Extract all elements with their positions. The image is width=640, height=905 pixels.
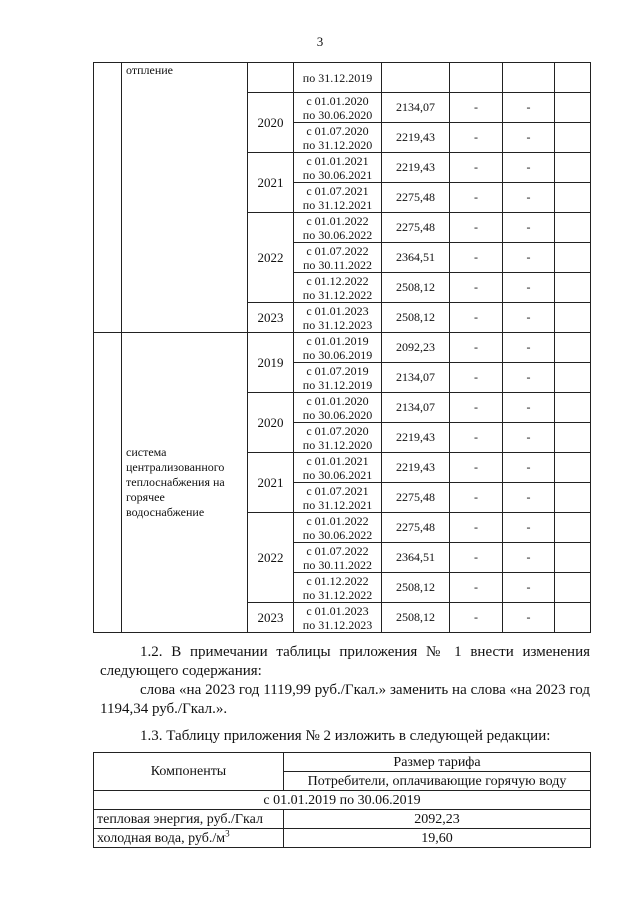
period-from: с 01.01.2021 <box>306 153 369 168</box>
value-cell: - <box>503 243 555 273</box>
period-to: по 30.06.2020 <box>302 407 373 422</box>
empty-cell <box>555 423 591 453</box>
empty-cell <box>555 543 591 573</box>
period-from: с 01.12.2022 <box>306 573 369 588</box>
empty-cell <box>555 93 591 123</box>
price-cell: 2508,12 <box>382 573 450 603</box>
period-to: по 30.06.2022 <box>302 527 373 542</box>
period-from: с 01.01.2023 <box>306 303 369 318</box>
year-cell: 2023 <box>248 603 294 633</box>
period-to: по 30.11.2022 <box>303 557 372 572</box>
value-cell: - <box>503 123 555 153</box>
period-cell <box>294 243 382 273</box>
price-cell: 2219,43 <box>382 423 450 453</box>
period-cell <box>294 183 382 213</box>
period-from: с 01.07.2020 <box>306 123 369 138</box>
header-tariff: Размер тарифа <box>284 753 591 772</box>
year-cell: 2023 <box>248 303 294 333</box>
value-cell: - <box>450 273 503 303</box>
empty-cell <box>555 363 591 393</box>
price-cell: 2092,23 <box>382 333 450 363</box>
period-from: с 01.07.2020 <box>306 423 369 438</box>
value-cell: - <box>503 513 555 543</box>
price-cell: 2275,48 <box>382 483 450 513</box>
year-cell: 2022 <box>248 513 294 603</box>
period-from: с 01.07.2021 <box>306 483 369 498</box>
period-cell <box>294 213 382 243</box>
cold-water-unit-sup: 3 <box>225 827 230 838</box>
cold-water-value: 19,60 <box>284 829 591 848</box>
period-row: с 01.01.2019 по 30.06.2019 <box>94 791 591 810</box>
price-cell: 2219,43 <box>382 123 450 153</box>
period-from: с 01.01.2022 <box>306 513 369 528</box>
header-components: Компоненты <box>94 753 284 791</box>
price-cell: 2219,43 <box>382 453 450 483</box>
num-cell <box>94 63 122 333</box>
price-cell: 2219,43 <box>382 153 450 183</box>
page-number: 3 <box>316 34 324 49</box>
period-to: по 30.06.2022 <box>302 227 373 242</box>
period-to: по 31.12.2022 <box>302 287 373 302</box>
heat-energy-label: тепловая энергия, руб./Гкал <box>94 810 284 829</box>
price-cell: 2275,48 <box>382 513 450 543</box>
value-cell: - <box>503 303 555 333</box>
empty-cell <box>555 183 591 213</box>
period-cell <box>294 363 382 393</box>
period-to: по 31.12.2021 <box>302 197 373 212</box>
value-cell: - <box>450 153 503 183</box>
cold-water-label <box>94 829 284 848</box>
period-cell <box>294 573 382 603</box>
value-cell: - <box>503 453 555 483</box>
period-to: по 31.12.2020 <box>302 137 373 152</box>
header-consumers: Потребители, оплачивающие горячую воду <box>284 772 591 791</box>
period-to: по 30.06.2020 <box>302 107 373 122</box>
year-cell <box>248 63 294 93</box>
system-hot-water: система централизованного теплоснабжения на горячее водоснабжение <box>122 333 248 633</box>
price-cell: 2364,51 <box>382 543 450 573</box>
value-cell: - <box>503 573 555 603</box>
value-cell: - <box>503 153 555 183</box>
price-cell: 2508,12 <box>382 303 450 333</box>
paragraph-1-3: 1.3. Таблицу приложения № 2 изложить в следующей редакции: <box>140 728 551 744</box>
value-cell: - <box>503 603 555 633</box>
value-cell: - <box>450 543 503 573</box>
price-cell: 2508,12 <box>382 603 450 633</box>
period-cell <box>294 603 382 633</box>
value-cell: - <box>503 393 555 423</box>
value-cell: - <box>450 453 503 483</box>
period-from: с 01.01.2020 <box>306 393 369 408</box>
empty-cell <box>555 333 591 363</box>
period-from: с 01.01.2023 <box>306 603 369 618</box>
value-cell: - <box>450 513 503 543</box>
value-cell: - <box>450 363 503 393</box>
value-cell: - <box>503 363 555 393</box>
empty-cell <box>555 453 591 483</box>
period-to: по 30.06.2021 <box>302 167 373 182</box>
empty-cell <box>555 123 591 153</box>
period-cell <box>294 453 382 483</box>
paragraph-1-2: 1.2. В примечании таблицы приложения № 1 внести изменения следующего содержания: <box>100 644 590 679</box>
period-to: по 30.06.2021 <box>302 467 373 482</box>
empty-cell <box>555 393 591 423</box>
empty-cell <box>555 243 591 273</box>
period-cell <box>294 153 382 183</box>
period-cell: по 31.12.2019 <box>294 63 382 93</box>
period-from: с 01.01.2021 <box>306 453 369 468</box>
num-cell <box>94 333 122 633</box>
year-cell: 2019 <box>248 333 294 393</box>
price-cell: 2134,07 <box>382 363 450 393</box>
value-cell: - <box>503 273 555 303</box>
value-cell <box>503 63 555 93</box>
period-cell <box>294 333 382 363</box>
value-cell: - <box>450 393 503 423</box>
price-cell: 2508,12 <box>382 273 450 303</box>
period-cell <box>294 423 382 453</box>
period-to: по 31.12.2019 <box>302 377 373 392</box>
year-cell: 2021 <box>248 453 294 513</box>
empty-cell <box>555 153 591 183</box>
value-cell: - <box>450 93 503 123</box>
paragraph-1-2-text: слова «на 2023 год 1119,99 руб./Гкал.» заменить на слова «на 2023 год 1194,34 руб./Гкал.». <box>100 682 590 717</box>
year-cell: 2022 <box>248 213 294 303</box>
year-cell: 2020 <box>248 393 294 453</box>
value-cell: - <box>450 603 503 633</box>
value-cell: - <box>503 333 555 363</box>
period-from: с 01.01.2020 <box>306 93 369 108</box>
tariff-table <box>93 62 591 633</box>
value-cell: - <box>450 483 503 513</box>
system-heating: отпление <box>122 63 248 333</box>
value-cell: - <box>503 183 555 213</box>
value-cell: - <box>503 543 555 573</box>
value-cell: - <box>450 303 503 333</box>
value-cell: - <box>450 183 503 213</box>
period-cell <box>294 393 382 423</box>
empty-cell <box>555 273 591 303</box>
period-to: по 31.12.2021 <box>302 497 373 512</box>
period-to: по 30.06.2019 <box>302 347 373 362</box>
value-cell: - <box>450 243 503 273</box>
period-cell <box>294 123 382 153</box>
price-cell <box>382 63 450 93</box>
tariff-size-table <box>93 752 591 848</box>
price-cell: 2134,07 <box>382 93 450 123</box>
empty-cell <box>555 603 591 633</box>
price-cell: 2364,51 <box>382 243 450 273</box>
value-cell: - <box>450 333 503 363</box>
empty-cell <box>555 513 591 543</box>
price-cell: 2275,48 <box>382 183 450 213</box>
period-to: по 31.12.2022 <box>302 587 373 602</box>
period-cell <box>294 483 382 513</box>
value-cell: - <box>503 483 555 513</box>
value-cell <box>450 63 503 93</box>
period-from: с 01.01.2019 <box>306 333 369 348</box>
value-cell: - <box>503 213 555 243</box>
period-to: по 31.12.2020 <box>302 437 373 452</box>
period-to: по 30.11.2022 <box>303 257 372 272</box>
price-cell: 2275,48 <box>382 213 450 243</box>
period-from: с 01.07.2022 <box>306 243 369 258</box>
value-cell: - <box>503 423 555 453</box>
period-from: с 01.12.2022 <box>306 273 369 288</box>
value-cell: - <box>503 93 555 123</box>
period-from: с 01.07.2021 <box>306 183 369 198</box>
year-cell: 2020 <box>248 93 294 153</box>
price-cell: 2134,07 <box>382 393 450 423</box>
period-cell <box>294 93 382 123</box>
cold-water-label-text: холодная вода, руб./м <box>97 830 226 846</box>
empty-cell <box>555 213 591 243</box>
empty-cell <box>555 573 591 603</box>
period-cell <box>294 273 382 303</box>
period-from: с 01.01.2022 <box>306 213 369 228</box>
year-cell: 2021 <box>248 153 294 213</box>
period-cell <box>294 303 382 333</box>
period-to: по 31.12.2023 <box>302 617 373 632</box>
value-cell: - <box>450 213 503 243</box>
period-cell <box>294 513 382 543</box>
value-cell: - <box>450 423 503 453</box>
empty-cell <box>555 63 591 93</box>
period-from: с 01.07.2019 <box>306 363 369 378</box>
empty-cell <box>555 483 591 513</box>
period-cell <box>294 543 382 573</box>
period-to: по 31.12.2023 <box>302 317 373 332</box>
value-cell: - <box>450 123 503 153</box>
empty-cell <box>555 303 591 333</box>
period-from: с 01.07.2022 <box>306 543 369 558</box>
heat-energy-value: 2092,23 <box>284 810 591 829</box>
value-cell: - <box>450 573 503 603</box>
